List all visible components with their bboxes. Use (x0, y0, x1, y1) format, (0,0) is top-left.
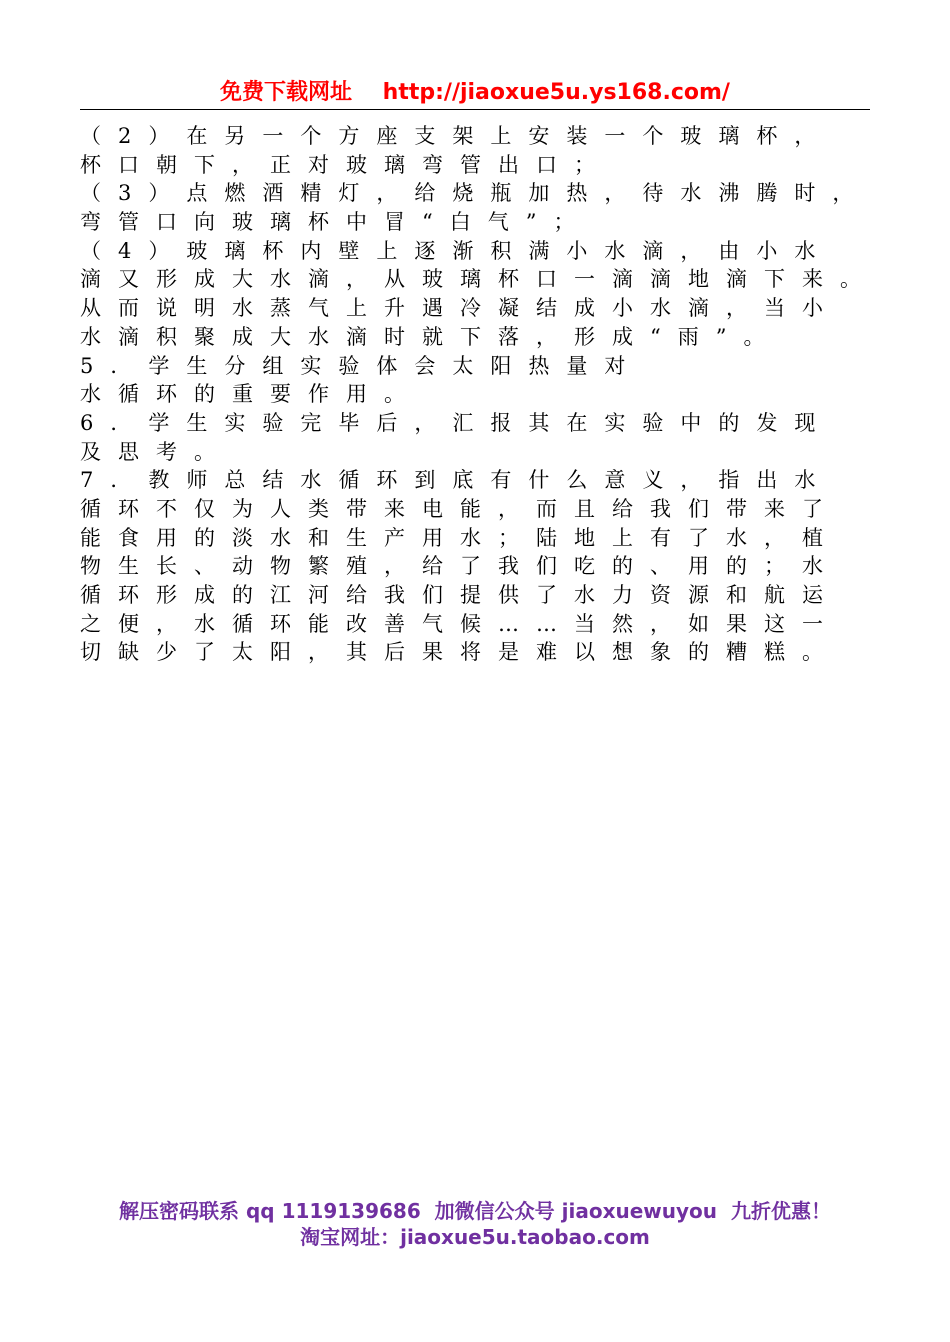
body-line: 5．学生分组实验体会太阳热量对 (80, 353, 643, 378)
body-line: （4）玻璃杯内壁上逐渐积满小水滴，由小水 (80, 238, 833, 263)
body-line: 之便，水循环能改善气候……当然，如果这一 (80, 611, 840, 636)
body-line: 杯口朝下，正对玻璃弯管出口； (80, 152, 612, 177)
taobao-footer: 淘宝网址：jiaoxue5u.taobao.com (300, 1225, 650, 1249)
body-line: 循环形成的江河给我们提供了水力资源和航运 (80, 583, 840, 607)
body-line: 循环不仅为人类带来电能，而且给我们带来了 (80, 496, 840, 521)
body-line: 7．教师总结水循环到底有什么意义，指出水 (80, 468, 833, 493)
body-line: 水滴积聚成大水滴时就下落，形成“雨”。 (80, 324, 782, 349)
body-line: 6．学生实验完毕后，汇报其在实验中的发现 (80, 410, 833, 435)
download-url-header: 免费下载网址 http://jiaoxue5u.ys168.com/ (220, 80, 730, 105)
body-line: 从而说明水蒸气上升遇冷凝结成小水滴，当小 (80, 296, 840, 321)
body-line: （3）点燃酒精灯，给烧瓶加热，待水沸腾时， (80, 181, 871, 206)
body-line: 滴又形成大水滴，从玻璃杯口一滴滴地滴下来。 (80, 267, 878, 292)
body-line: 弯管口向玻璃杯中冒“白气”； (80, 210, 592, 235)
body-line: 水循环的重要作用。 (80, 382, 422, 407)
body-line: 切缺少了太阳，其后果将是难以想象的糟糕。 (80, 640, 840, 665)
body-line: 能食用的淡水和生产用水；陆地上有了水，植 (80, 525, 840, 550)
body-line: （2）在另一个方座支架上安装一个玻璃杯， (80, 124, 833, 148)
body-line: 及思考。 (80, 439, 232, 464)
page-header (80, 78, 870, 110)
contact-footer: 解压密码联系 qq 1119139686 加微信公众号 jiaoxuewuyou 九折优惠！ (119, 1199, 831, 1223)
document-body (80, 122, 880, 667)
body-line: 物生长、动物繁殖，给了我们吃的、用的；水 (80, 554, 840, 579)
